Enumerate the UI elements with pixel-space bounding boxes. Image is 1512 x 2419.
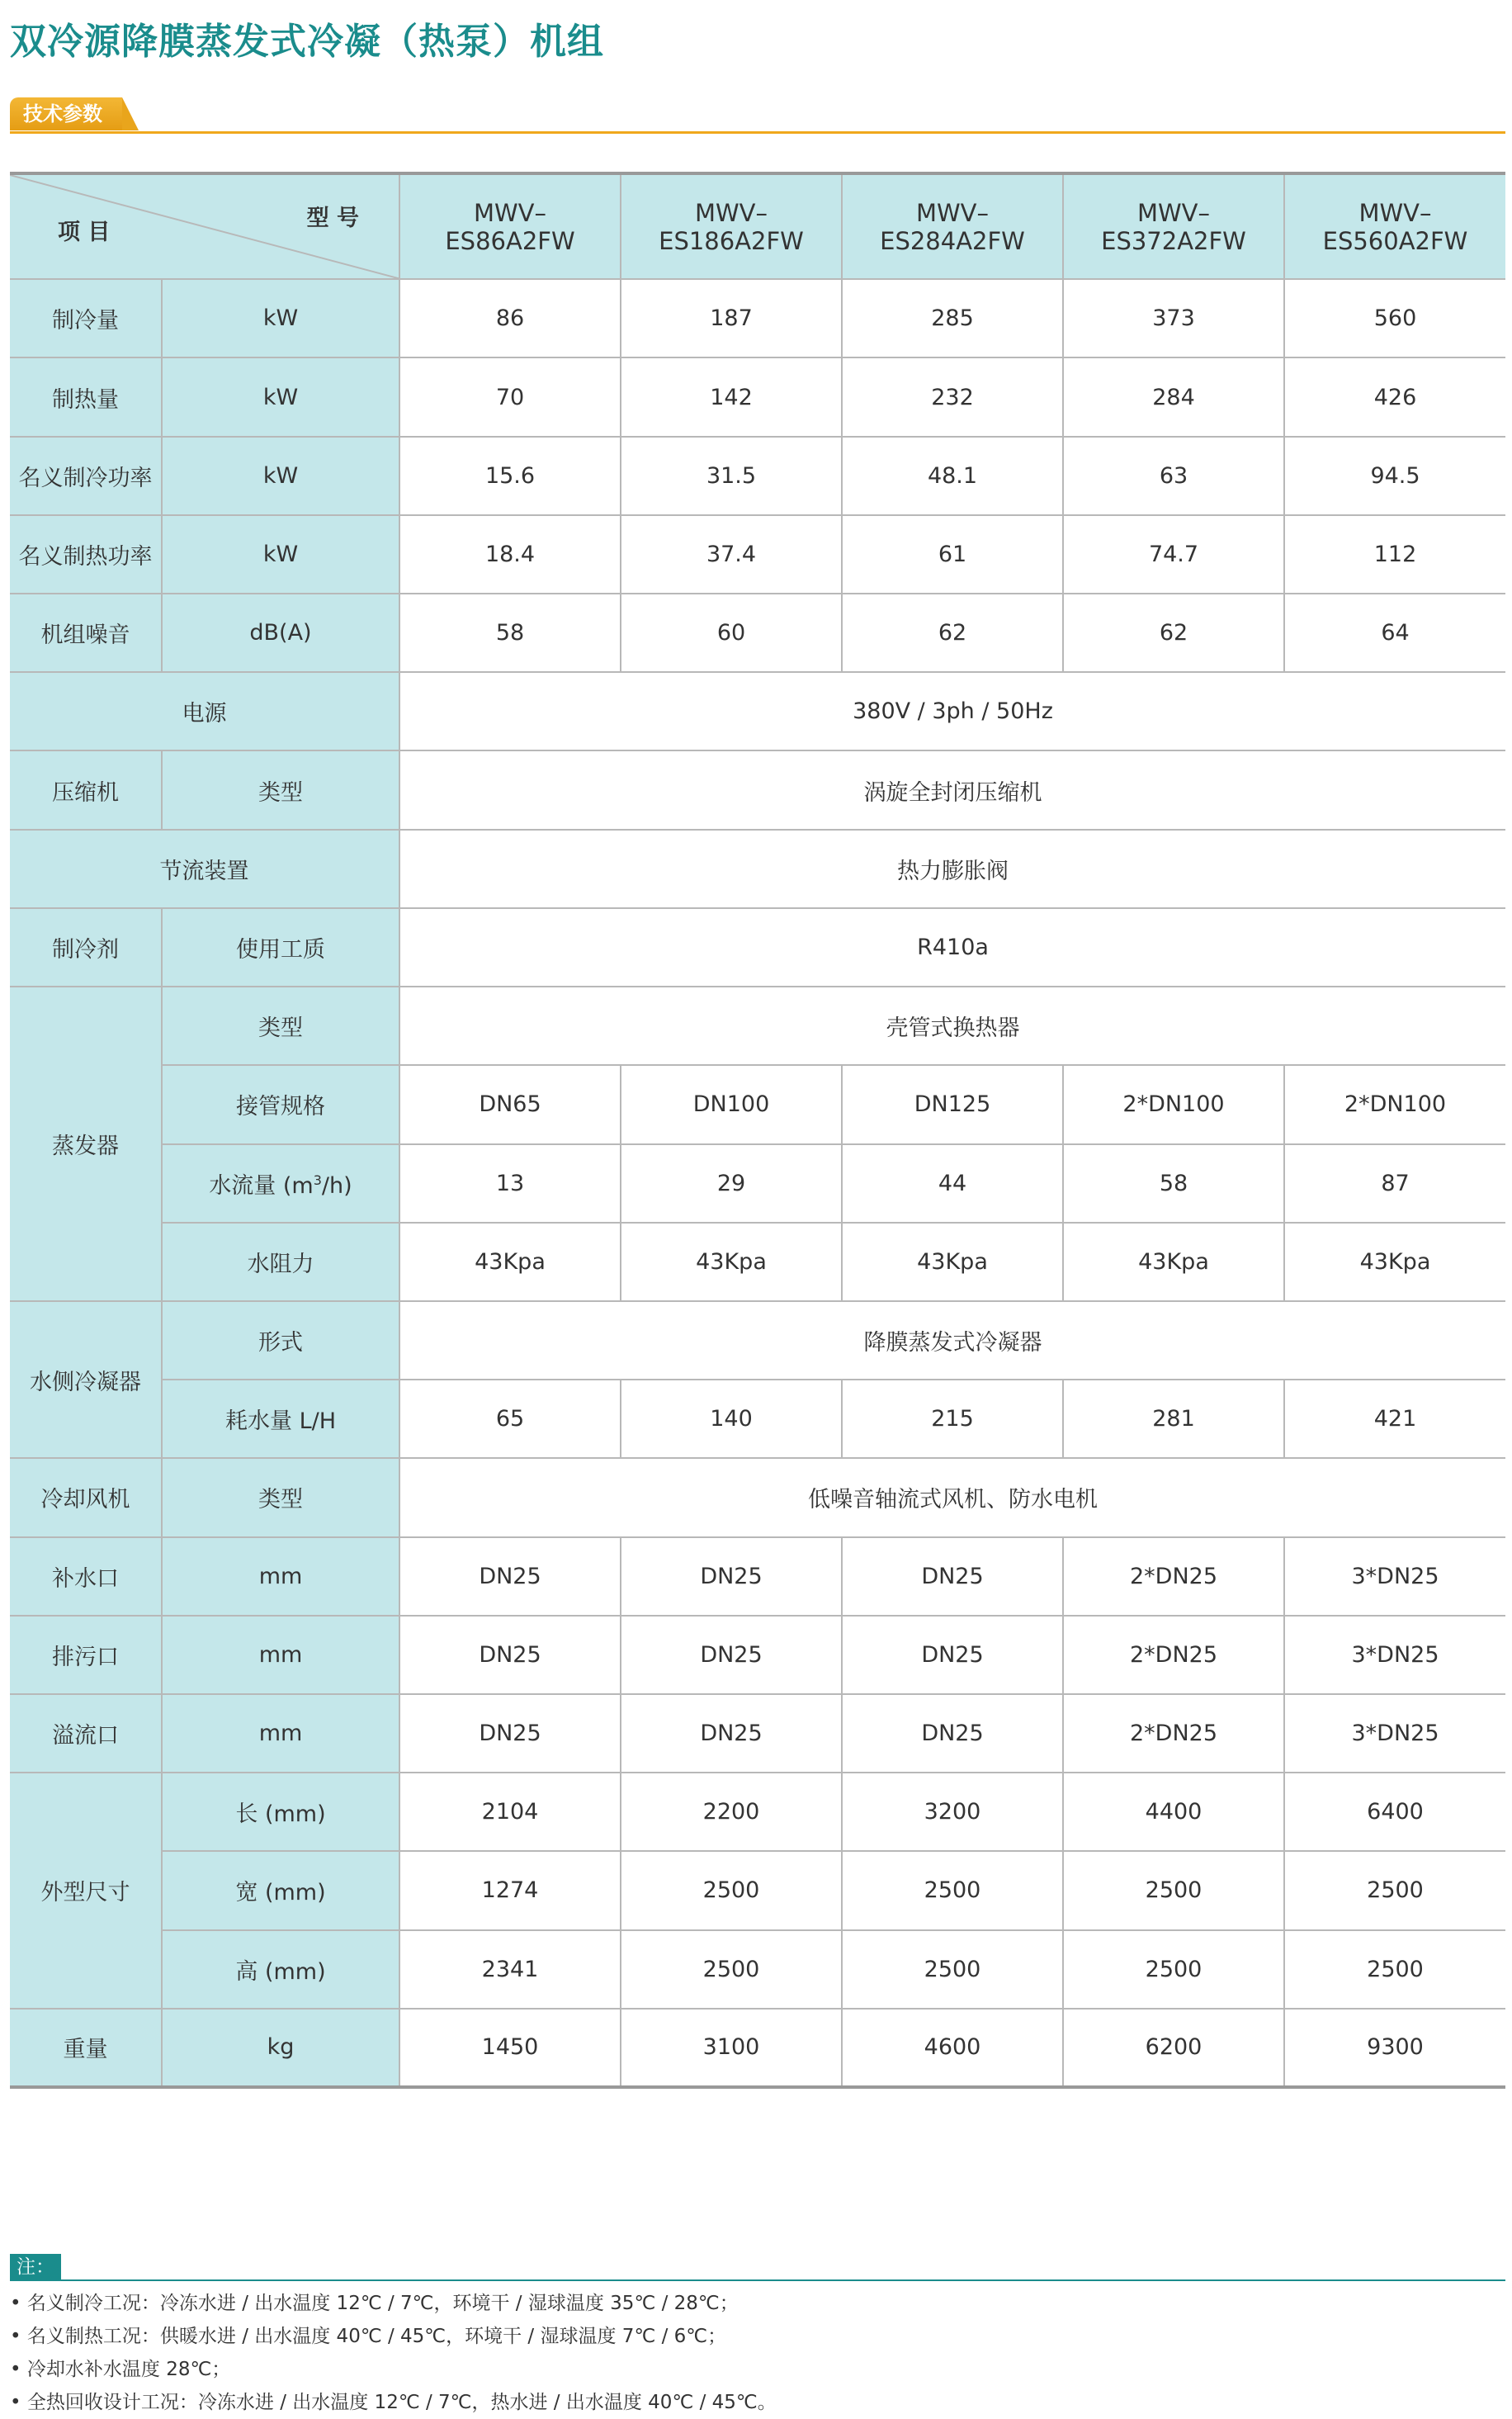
value-cell: 87: [1284, 1144, 1505, 1223]
value-cell: 15.6: [399, 437, 621, 515]
value-cell: 2*DN100: [1063, 1065, 1284, 1143]
value-cell: 2*DN100: [1284, 1065, 1505, 1143]
value-cell: 2*DN25: [1063, 1616, 1284, 1694]
row-label: 制冷量: [10, 279, 162, 357]
row-sub-label: 形式: [162, 1301, 399, 1380]
row-label: 蒸发器: [10, 987, 162, 1301]
value-cell: DN25: [399, 1616, 621, 1694]
value-cell: 3*DN25: [1284, 1616, 1505, 1694]
table-row-condenser-consumption: [10, 1380, 1505, 1458]
row-unit: kW: [162, 437, 399, 515]
table-row-power-supply: [10, 672, 1505, 750]
header-item-label: 项 目: [58, 220, 111, 246]
note-item: • 全热回收设计工况：冷冻水进 / 出水温度 12℃ / 7℃，热水进 / 出水温度 40℃ / 45℃。: [10, 2392, 777, 2413]
flow-label-start: 水流量 (m: [209, 1172, 314, 1199]
page-title: 双冷源降膜蒸发式冷凝（热泵）机组: [10, 21, 604, 63]
value-cell: 140: [621, 1380, 842, 1458]
table-row-overflow: [10, 1694, 1505, 1773]
value-cell: 9300: [1284, 2009, 1505, 2087]
value-cell: 142: [621, 357, 842, 436]
table-row-cool-power: [10, 437, 1505, 515]
notes-section: [10, 2254, 1505, 2419]
table-row-evaporator-resistance: [10, 1223, 1505, 1301]
value-cell: 13: [399, 1144, 621, 1223]
value-cell: 215: [842, 1380, 1063, 1458]
value-cell: 2104: [399, 1773, 621, 1851]
row-label: 名义制热功率: [10, 515, 162, 594]
value-cell: 2500: [1063, 1851, 1284, 1929]
value-cell: 74.7: [1063, 515, 1284, 594]
table-row-dimension-height: [10, 1930, 1505, 2009]
note-item: • 冷却水补水温度 28℃；: [10, 2359, 231, 2380]
value-cell: DN125: [842, 1065, 1063, 1143]
value-cell: 2500: [1063, 1930, 1284, 2009]
value-cell: 112: [1284, 515, 1505, 594]
value-cell: 43Kpa: [399, 1223, 621, 1301]
value-cell: 421: [1284, 1380, 1505, 1458]
value-cell: 560: [1284, 279, 1505, 357]
value-cell: DN25: [399, 1694, 621, 1773]
value-cell: 2500: [1284, 1930, 1505, 2009]
model-header: [621, 173, 842, 279]
table-row-dimension-length: [10, 1773, 1505, 1851]
note-item: • 名义制冷工况：冷冻水进 / 出水温度 12℃ / 7℃，环境干 / 湿球温度 35℃ / 28℃；: [10, 2293, 739, 2314]
row-unit: mm: [162, 1694, 399, 1773]
value-cell: 4400: [1063, 1773, 1284, 1851]
row-label: 制热量: [10, 357, 162, 436]
value-cell: DN25: [842, 1537, 1063, 1616]
table-row-compressor: [10, 750, 1505, 829]
row-sub-label: 高 (mm): [162, 1930, 399, 2009]
model-header: [842, 173, 1063, 279]
model-header: [1063, 173, 1284, 279]
row-label: 机组噪音: [10, 594, 162, 672]
row-sub-label: 类型: [162, 1458, 399, 1536]
value-cell: 6200: [1063, 2009, 1284, 2087]
row-unit: kW: [162, 357, 399, 436]
value-cell: 热力膨胀阀: [399, 830, 1505, 908]
value-cell: 58: [399, 594, 621, 672]
value-cell: 61: [842, 515, 1063, 594]
table-row-evaporator-pipe: [10, 1065, 1505, 1143]
value-cell: 284: [1063, 357, 1284, 436]
row-label: 电源: [10, 672, 399, 750]
header-model-label: 型 号: [306, 206, 359, 231]
value-cell: 65: [399, 1380, 621, 1458]
value-cell: 44: [842, 1144, 1063, 1223]
row-unit: dB(A): [162, 594, 399, 672]
value-cell: DN25: [842, 1694, 1063, 1773]
row-label: 名义制冷功率: [10, 437, 162, 515]
value-cell: 64: [1284, 594, 1505, 672]
value-cell: 281: [1063, 1380, 1284, 1458]
table-row-makeup: [10, 1537, 1505, 1616]
value-cell: 86: [399, 279, 621, 357]
value-cell: DN25: [621, 1694, 842, 1773]
value-cell: 2*DN25: [1063, 1694, 1284, 1773]
row-unit: kW: [162, 515, 399, 594]
header-row: [10, 173, 1505, 279]
row-label: 水侧冷凝器: [10, 1301, 162, 1458]
flow-label-sup: 3: [313, 1172, 322, 1188]
note-item: • 名义制热工况：供暖水进 / 出水温度 40℃ / 45℃，环境干 / 湿球温度 7℃ / 6℃；: [10, 2326, 727, 2347]
table-row-evaporator-flow: [10, 1144, 1505, 1223]
value-cell: 2500: [621, 1930, 842, 2009]
value-cell: 43Kpa: [621, 1223, 842, 1301]
table-row-evaporator-type: [10, 987, 1505, 1065]
row-label: 溢流口: [10, 1694, 162, 1773]
value-cell: 31.5: [621, 437, 842, 515]
value-cell: 2500: [842, 1930, 1063, 2009]
row-label: 节流装置: [10, 830, 399, 908]
row-label: 外型尺寸: [10, 1773, 162, 2009]
row-sub-label: 接管规格: [162, 1065, 399, 1143]
section-tag: 技术参数: [10, 97, 122, 130]
value-cell: DN25: [621, 1616, 842, 1694]
table-row-throttle: [10, 830, 1505, 908]
table-row-dimension-width: [10, 1851, 1505, 1929]
row-label: 重量: [10, 2009, 162, 2087]
value-cell: 3*DN25: [1284, 1694, 1505, 1773]
value-cell: 2*DN25: [1063, 1537, 1284, 1616]
value-cell: 232: [842, 357, 1063, 436]
row-sub-label: 使用工质: [162, 908, 399, 987]
value-cell: 29: [621, 1144, 842, 1223]
row-sub-label: 宽 (mm): [162, 1851, 399, 1929]
row-unit: kW: [162, 279, 399, 357]
value-cell: 1450: [399, 2009, 621, 2087]
spec-table: [10, 172, 1505, 2089]
table-row-heating: [10, 357, 1505, 436]
model-name: MWV– ES372A2FW: [1101, 198, 1246, 255]
value-cell: 4600: [842, 2009, 1063, 2087]
value-cell: 373: [1063, 279, 1284, 357]
table-row-drain: [10, 1616, 1505, 1694]
value-cell: 6400: [1284, 1773, 1505, 1851]
value-cell: 降膜蒸发式冷凝器: [399, 1301, 1505, 1380]
model-name: MWV– ES284A2FW: [880, 198, 1025, 255]
row-sub-label: 长 (mm): [162, 1773, 399, 1851]
value-cell: 187: [621, 279, 842, 357]
value-cell: 285: [842, 279, 1063, 357]
row-sub-label: 类型: [162, 987, 399, 1065]
value-cell: 1274: [399, 1851, 621, 1929]
table-row-noise: [10, 594, 1505, 672]
value-cell: 2200: [621, 1773, 842, 1851]
table-row-refrigerant: [10, 908, 1505, 987]
value-cell: R410a: [399, 908, 1505, 987]
row-sub-label: 耗水量 L/H: [162, 1380, 399, 1458]
value-cell: 3100: [621, 2009, 842, 2087]
value-cell: 58: [1063, 1144, 1284, 1223]
value-cell: 涡旋全封闭压缩机: [399, 750, 1505, 829]
header-corner-cell: [10, 173, 399, 279]
row-label: 制冷剂: [10, 908, 162, 987]
model-header: [1284, 173, 1505, 279]
value-cell: 60: [621, 594, 842, 672]
value-cell: 48.1: [842, 437, 1063, 515]
section-divider: [10, 131, 1505, 134]
value-cell: 70: [399, 357, 621, 436]
row-label: 排污口: [10, 1616, 162, 1694]
value-cell: 43Kpa: [842, 1223, 1063, 1301]
notes-label: 注：: [10, 2254, 61, 2280]
value-cell: 3*DN25: [1284, 1537, 1505, 1616]
notes-divider: [10, 2279, 1505, 2281]
model-name: MWV– ES186A2FW: [659, 198, 804, 255]
model-name: MWV– ES86A2FW: [445, 198, 575, 255]
section-header: [10, 97, 1505, 135]
value-cell: 426: [1284, 357, 1505, 436]
value-cell: 2500: [842, 1851, 1063, 1929]
value-cell: DN25: [842, 1616, 1063, 1694]
value-cell: 18.4: [399, 515, 621, 594]
value-cell: 62: [1063, 594, 1284, 672]
value-cell: 2341: [399, 1930, 621, 2009]
row-label: 压缩机: [10, 750, 162, 829]
row-unit: mm: [162, 1537, 399, 1616]
value-cell: 380V / 3ph / 50Hz: [399, 672, 1505, 750]
value-cell: DN100: [621, 1065, 842, 1143]
model-header: [399, 173, 621, 279]
value-cell: DN25: [399, 1537, 621, 1616]
value-cell: 43Kpa: [1063, 1223, 1284, 1301]
value-cell: 63: [1063, 437, 1284, 515]
table-row-condenser-form: [10, 1301, 1505, 1380]
value-cell: 37.4: [621, 515, 842, 594]
table-row-heat-power: [10, 515, 1505, 594]
row-sub-label: [162, 1144, 399, 1223]
value-cell: 2500: [621, 1851, 842, 1929]
model-name: MWV– ES560A2FW: [1322, 198, 1468, 255]
value-cell: 壳管式换热器: [399, 987, 1505, 1065]
row-sub-label: 水阻力: [162, 1223, 399, 1301]
row-label: 冷却风机: [10, 1458, 162, 1536]
value-cell: 2500: [1284, 1851, 1505, 1929]
table-row-cooling: [10, 279, 1505, 357]
value-cell: DN65: [399, 1065, 621, 1143]
value-cell: DN25: [621, 1537, 842, 1616]
row-unit: kg: [162, 2009, 399, 2087]
value-cell: 低噪音轴流式风机、防水电机: [399, 1458, 1505, 1536]
value-cell: 62: [842, 594, 1063, 672]
value-cell: 94.5: [1284, 437, 1505, 515]
row-label: 补水口: [10, 1537, 162, 1616]
value-cell: 43Kpa: [1284, 1223, 1505, 1301]
table-row-weight: [10, 2009, 1505, 2087]
flow-label-end: /h): [321, 1172, 352, 1199]
value-cell: 3200: [842, 1773, 1063, 1851]
table-row-fan: [10, 1458, 1505, 1536]
row-sub-label: 类型: [162, 750, 399, 829]
row-unit: mm: [162, 1616, 399, 1694]
